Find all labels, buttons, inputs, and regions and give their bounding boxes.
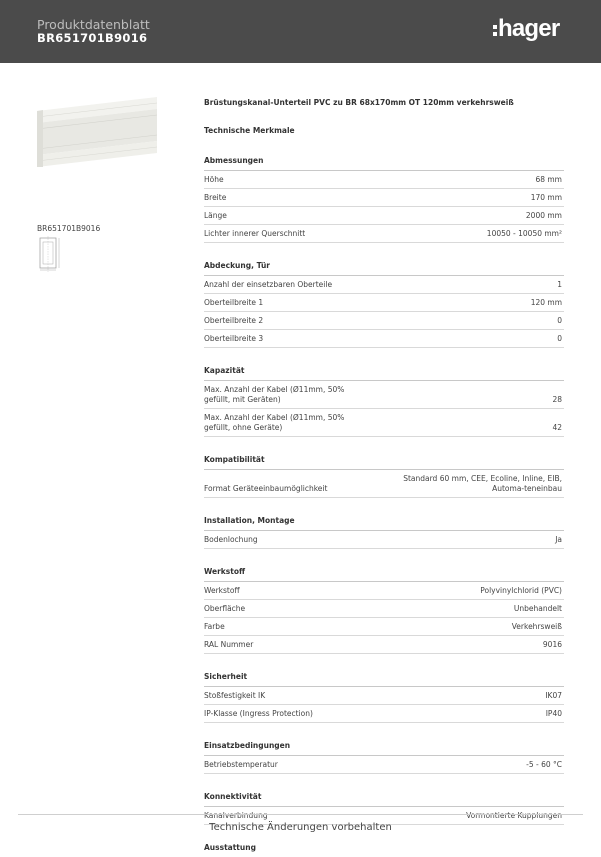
spec-row: Anzahl der einsetzbaren Oberteile 1 [204, 276, 564, 294]
spec-row: RAL Nummer 9016 [204, 636, 564, 654]
document-id: BR651701B9016 [37, 31, 148, 45]
product-code-label: BR651701B9016 [37, 224, 101, 233]
section-heading: Kapazität [204, 366, 564, 381]
hager-logo [493, 14, 559, 44]
section-heading: Einsatzbedingungen [204, 741, 564, 756]
spec-content [204, 96, 564, 857]
header-bar [0, 0, 601, 63]
spec-subtitle: Technische Merkmale [204, 126, 295, 135]
spec-row: Max. Anzahl der Kabel (Ø11mm, 50% gefüllt, ohne Geräte) 42 [204, 409, 564, 437]
spec-row: Oberteilbreite 1 120 mm [204, 294, 564, 312]
section-heading: Abmessungen [204, 156, 564, 171]
section-heading: Werkstoff [204, 567, 564, 582]
section-heading: Kompatibilität [204, 455, 564, 470]
spec-row: Lichter innerer Querschnitt 10050 - 10050 mm² [204, 225, 564, 243]
spec-row: Höhe 68 mm [204, 171, 564, 189]
section-heading: Installation, Montage [204, 516, 564, 531]
footer-divider [18, 814, 583, 815]
technical-drawing [37, 236, 69, 272]
spec-row: Oberteilbreite 2 0 [204, 312, 564, 330]
section-heading: Abdeckung, Tür [204, 261, 564, 276]
section-heading: Sicherheit [204, 672, 564, 687]
spec-row: Betriebstemperatur -5 - 60 °C [204, 756, 564, 774]
product-title: Brüstungskanal-Unterteil PVC zu BR 68x170mm OT 120mm verkehrsweiß [204, 98, 514, 107]
spec-row: Werkstoff Polyvinylchlorid (PVC) [204, 582, 564, 600]
document-type: Produktdatenblatt [37, 17, 150, 32]
spec-row: IP-Klasse (Ingress Protection) IP40 [204, 705, 564, 723]
section-heading: Ausstattung [204, 843, 256, 852]
spec-row: Format Geräteeinbaumöglichkeit Standard 60 mm, CEE, Ecoline, Inline, EIB, Automa-teneinbau [204, 470, 564, 498]
spec-row: Bodenlochung Ja [204, 531, 564, 549]
section-heading: Konnektivität [204, 792, 564, 807]
spec-row: Kanalverbindung Vormontierte Kupplungen [204, 807, 564, 825]
product-image [37, 97, 159, 167]
logo-text: hager [498, 15, 560, 42]
spec-row: Länge 2000 mm [204, 207, 564, 225]
logo-dots-icon [493, 25, 497, 36]
spec-row: Oberfläche Unbehandelt [204, 600, 564, 618]
spec-row: Farbe Verkehrsweiß [204, 618, 564, 636]
spec-row: Max. Anzahl der Kabel (Ø11mm, 50% gefüllt, mit Geräten) 28 [204, 381, 564, 409]
spec-row: Stoßfestigkeit IK IK07 [204, 687, 564, 705]
spec-row: Oberteilbreite 3 0 [204, 330, 564, 348]
spec-row: Breite 170 mm [204, 189, 564, 207]
footer-note: Technische Änderungen vorbehalten [209, 822, 392, 833]
